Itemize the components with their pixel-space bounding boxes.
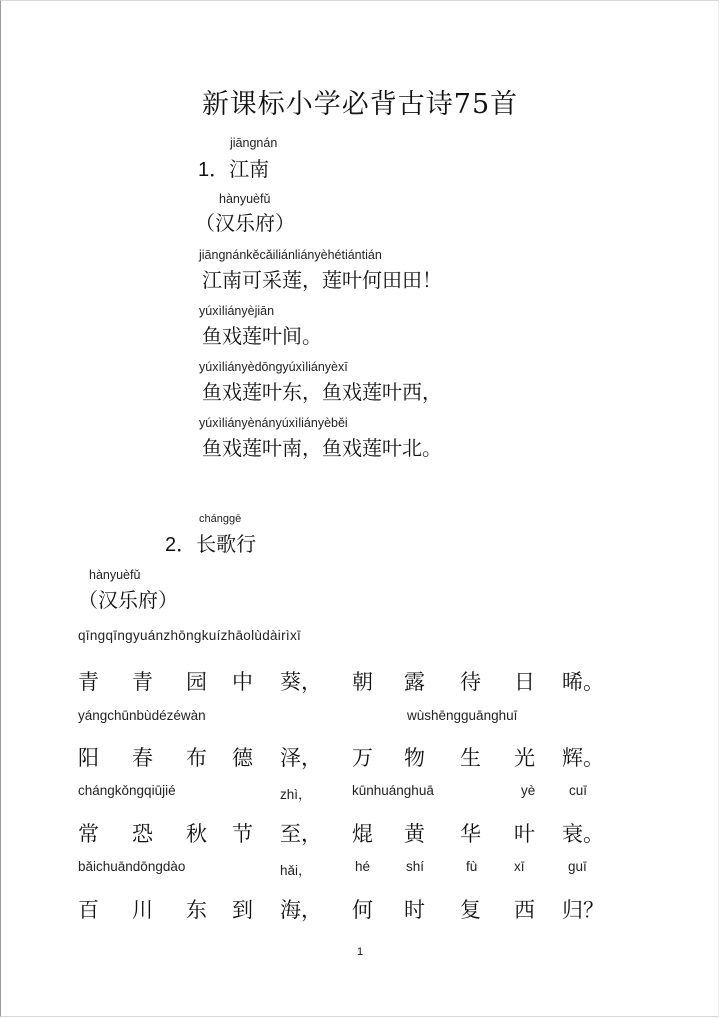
poem2-heading xyxy=(165,528,256,557)
char: 何 xyxy=(352,898,373,922)
poem2-number: 2． xyxy=(165,534,197,556)
char: 川 xyxy=(132,898,153,922)
pinyin-segment: hé xyxy=(355,859,371,874)
pinyin-segment: shí xyxy=(406,859,425,874)
poem1-title-pinyin: jiāngnán xyxy=(230,136,278,150)
pinyin-segment: fù xyxy=(466,859,478,874)
poem1-line3: 鱼戏莲叶东，鱼戏莲叶西， xyxy=(202,380,442,404)
pinyin-segment: yángchūnbùdézéwàn xyxy=(78,708,206,723)
char: 常 xyxy=(78,822,99,846)
pinyin-segment: guī xyxy=(568,859,587,874)
char: 衰。 xyxy=(562,822,604,846)
char: 日 xyxy=(514,670,535,694)
poem1-source: （汉乐府） xyxy=(195,211,295,235)
page-number: 1 xyxy=(356,946,364,958)
char: 青 xyxy=(78,670,99,694)
poem1-line2-pinyin: yúxìliányèjiān xyxy=(199,304,275,318)
char: 园 xyxy=(186,670,207,694)
char: 物 xyxy=(404,746,425,770)
poem2-source-pinyin: hànyuèfǔ xyxy=(89,568,141,582)
pinyin-segment: cuī xyxy=(569,783,588,798)
char: 青 xyxy=(132,670,153,694)
char: 生 xyxy=(460,746,481,770)
poem1-line1: 江南可采莲，莲叶何田田！ xyxy=(202,268,442,292)
char: 东 xyxy=(186,898,207,922)
char: 归？ xyxy=(562,898,604,922)
poem2-source: （汉乐府） xyxy=(78,588,178,612)
char: 华 xyxy=(460,822,481,846)
char: 海， xyxy=(280,898,322,922)
char: 至， xyxy=(280,822,322,846)
pinyin-segment: bǎichuāndōngdào xyxy=(78,859,186,874)
char: 辉。 xyxy=(562,746,604,770)
char: 德 xyxy=(232,746,253,770)
char: 到 xyxy=(232,898,253,922)
char: 待 xyxy=(460,670,481,694)
char: 泽， xyxy=(280,746,322,770)
pinyin-segment: chángkǒngqiūjié xyxy=(78,783,176,798)
document-title: 新课标小学必背古诗75首 xyxy=(201,89,519,120)
char: 光 xyxy=(514,746,535,770)
pinyin-segment: zhì， xyxy=(280,787,312,802)
char: 时 xyxy=(404,898,425,922)
poem1-number: 1． xyxy=(198,159,230,181)
poem1-line3-pinyin: yúxìliányèdōngyúxìliányèxī xyxy=(199,360,348,374)
pinyin-segment: hǎi， xyxy=(280,863,312,878)
char: 晞。 xyxy=(562,670,604,694)
char: 叶 xyxy=(514,822,535,846)
poem1-line2: 鱼戏莲叶间。 xyxy=(202,324,322,348)
char: 秋 xyxy=(186,822,207,846)
poem1-line4: 鱼戏莲叶南，鱼戏莲叶北。 xyxy=(202,436,442,460)
char: 西 xyxy=(514,898,535,922)
pinyin-segment: kūnhuánghuā xyxy=(352,783,434,798)
char: 春 xyxy=(132,746,153,770)
poem2-title-pinyin: chánggē xyxy=(199,513,242,525)
char: 葵， xyxy=(280,670,322,694)
char: 复 xyxy=(460,898,481,922)
char: 朝 xyxy=(352,670,373,694)
char: 百 xyxy=(78,898,99,922)
poem2-line1-pinyin: qīngqīngyuánzhōngkuízhāolùdàirìxī xyxy=(78,628,302,643)
char: 露 xyxy=(404,670,425,694)
poem1-source-pinyin: hànyuèfǔ xyxy=(219,192,271,206)
char: 万 xyxy=(352,746,373,770)
char: 中 xyxy=(232,670,253,694)
poem1-heading xyxy=(198,153,269,182)
char: 焜 xyxy=(352,822,373,846)
char: 恐 xyxy=(132,822,153,846)
poem2-title: 长歌行 xyxy=(196,532,257,556)
char: 节 xyxy=(232,822,253,846)
poem1-line4-pinyin: yúxìliányènányúxìliányèběi xyxy=(199,416,348,430)
pinyin-segment: wùshēngguānghuī xyxy=(407,708,518,723)
poem1-line1-pinyin: jiāngnánkěcǎiliánliányèhétiántián xyxy=(199,248,382,262)
char: 布 xyxy=(186,746,207,770)
poem1-title: 江南 xyxy=(229,157,270,181)
pinyin-segment: xī xyxy=(514,859,525,874)
pinyin-segment: yè xyxy=(521,783,536,798)
char: 黄 xyxy=(404,822,425,846)
char: 阳 xyxy=(78,746,99,770)
